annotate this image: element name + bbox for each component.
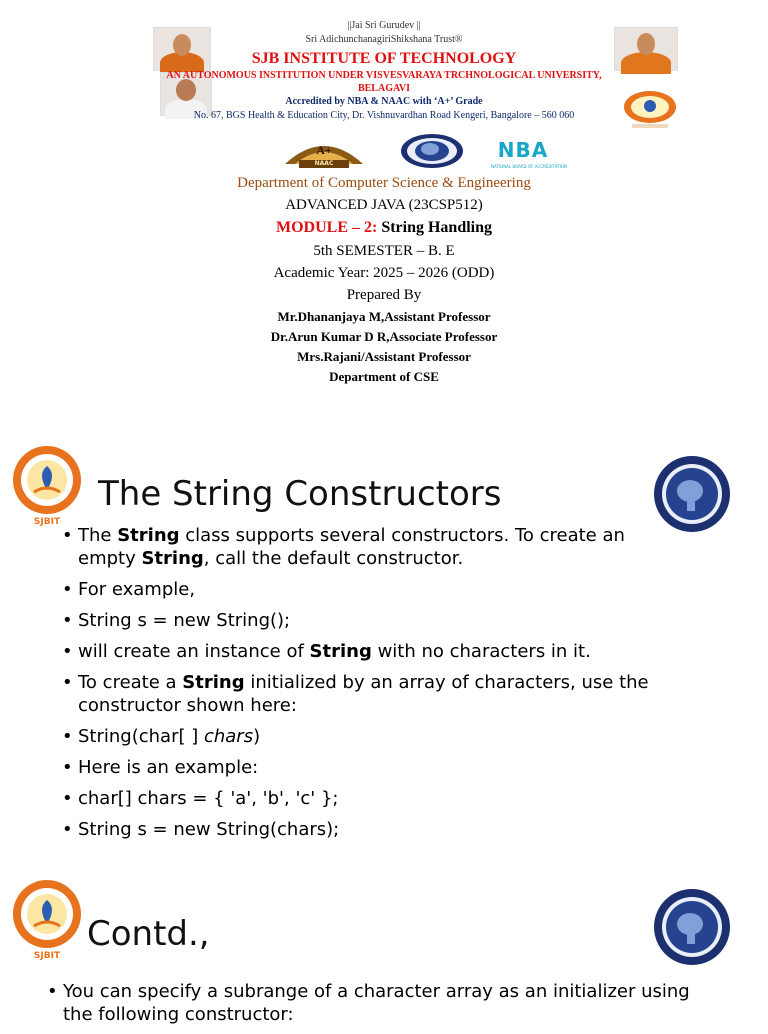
address-line: No. 67, BGS Health & Education City, Dr. Vishnuvardhan Road Kengeri, Bangalore – 560 060 <box>193 110 575 121</box>
author-dept: Department of CSE <box>329 369 439 384</box>
university-brain-logo <box>653 455 731 533</box>
slide-bullets <box>47 980 697 1034</box>
bullet-item <box>62 640 682 663</box>
author-3: Mrs.Rajani/Assistant Professor <box>297 349 471 364</box>
academic-year: Academic Year: 2025 – 2026 (ODD) <box>273 265 495 281</box>
bullet-text: ) <box>253 726 261 747</box>
institute-name: SJB INSTITUTE OF TECHNOLOGY <box>251 50 517 67</box>
trust-line-1: ||Jai Sri Gurudev || <box>347 20 421 31</box>
university-brain-logo <box>653 888 731 966</box>
bullet-item <box>62 756 682 779</box>
bullet-text: String <box>309 641 372 662</box>
bullet-text: String <box>141 548 204 569</box>
bullet-text: String(char[ ] <box>78 726 204 747</box>
bullet-text: String <box>182 672 245 693</box>
semester: 5th SEMESTER – B. E <box>313 243 455 259</box>
slide-bullets <box>62 524 682 849</box>
department-name: Department of Computer Science & Engineering <box>237 175 531 191</box>
bullet-text: You can specify a subrange of a character array as an initializer using the following constructor: <box>63 981 690 1025</box>
bullet-text: with no characters in it. <box>371 641 591 662</box>
module-heading <box>0 219 768 237</box>
module-title: String Handling <box>381 219 493 236</box>
bullet-item <box>47 980 697 1026</box>
prepared-by: Prepared By <box>346 287 422 303</box>
module-label: MODULE – 2: <box>275 219 378 236</box>
course-name: ADVANCED JAVA (23CSP512) <box>285 197 483 213</box>
bullet-item <box>62 671 682 717</box>
nba-wordmark: NBA <box>497 138 549 162</box>
author-2: Dr.Arun Kumar D R,Associate Professor <box>270 329 498 344</box>
naac-logo <box>281 134 367 170</box>
bullet-text: The <box>78 525 118 546</box>
bullet-item <box>62 818 682 841</box>
accreditation-line: Accredited by NBA & NAAC with ‘A+’ Grade <box>285 96 483 107</box>
bullet-item <box>62 524 682 570</box>
nba-subtext: NATIONAL BOARD OF ACCREDITATION <box>491 164 567 169</box>
cover-page <box>0 0 768 400</box>
bullet-text: String <box>117 525 180 546</box>
bullet-text: To create a <box>78 672 183 693</box>
bullet-text: chars <box>203 726 254 747</box>
sjbit-logo <box>12 878 82 964</box>
naac-grade: A+ <box>316 143 332 157</box>
bullet-text: char[] chars = { 'a', 'b', 'c' }; <box>78 788 339 809</box>
bullet-text: initialized by an array of characters, use the constructor shown here: <box>78 672 649 716</box>
bullet-item <box>62 787 682 810</box>
bullet-text: , call the default constructor. <box>203 548 464 569</box>
city-line: BELAGAVI <box>357 83 411 94</box>
bullet-item <box>62 609 682 632</box>
bullet-text: String s = new String(); <box>78 610 291 631</box>
bullet-item <box>62 725 682 748</box>
bullet-text: Here is an example: <box>78 757 259 778</box>
slide-title: Contd., <box>87 914 210 954</box>
university-emblem <box>400 133 464 169</box>
autonomous-line: AN AUTONOMOUS INSTITUTION UNDER VISVESVARAYA TRCHNOLOGICAL UNIVERSITY, <box>166 70 602 81</box>
slide-string-constructors <box>0 430 768 870</box>
bullet-item <box>62 578 682 601</box>
naac-label: NAAC <box>314 160 334 167</box>
bullet-text: String s = new String(chars); <box>78 819 340 840</box>
bullet-text: will create an instance of <box>78 641 310 662</box>
sjbit-logo-label: SJBIT <box>33 951 61 961</box>
bullet-text: class supports several constructors. To create an empty <box>78 525 625 569</box>
bullet-text: For example, <box>78 579 196 600</box>
slide-title: The String Constructors <box>98 474 502 514</box>
author-1: Mr.Dhananjaya M,Assistant Professor <box>277 309 491 324</box>
trust-line-2: Sri AdichunchanagiriShikshana Trust® <box>305 34 463 45</box>
sjbit-logo <box>12 444 82 530</box>
sjbit-logo-label: SJBIT <box>33 517 61 527</box>
slide-contd <box>0 870 768 1024</box>
nba-logo <box>491 138 567 172</box>
